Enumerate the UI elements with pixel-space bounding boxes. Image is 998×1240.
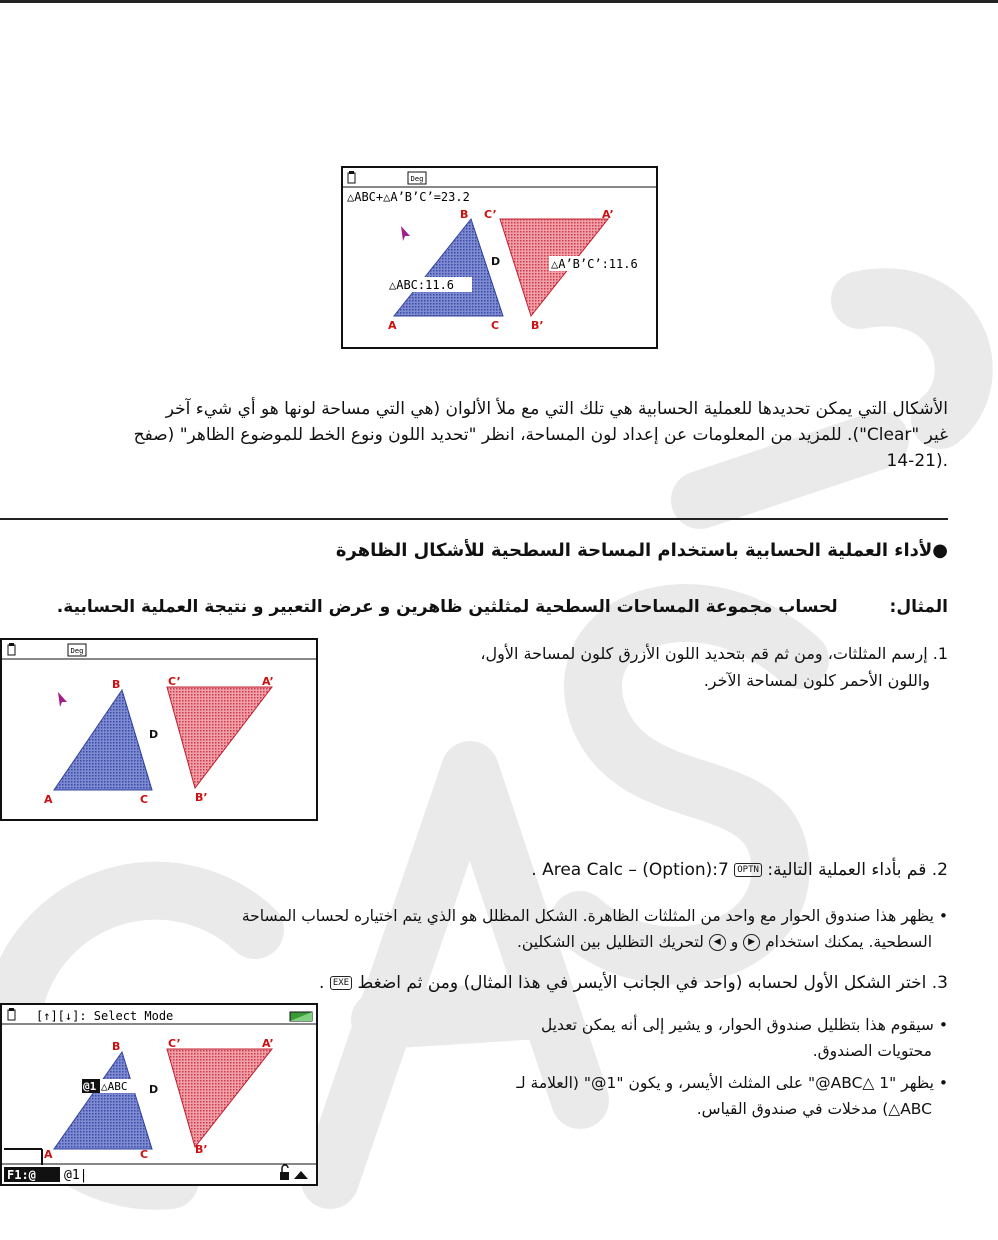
step-3: 3. اختر الشكل الأول لحسابه (واحد في الجانب الأيسر في هذا المثال) ومن ثم اضغط EXE . <box>319 973 948 993</box>
memory-icon <box>8 643 15 655</box>
step-2-bullet-text-1: يظهر هذا صندوق الحوار مع واحد من المثلثات الظاهرة. الشكل المظلل هو الذي يتم اختياره لحساب المساحة <box>241 907 934 925</box>
battery-icon <box>290 1012 312 1021</box>
intro-line-3: .(14-21 <box>886 451 948 471</box>
bullet-icon: • <box>933 1074 948 1092</box>
point-d: D <box>491 255 501 268</box>
heading-text: لأداء العملية الحسابية باستخدام المساحة السطحية للأشكال الظاهرة <box>335 540 933 561</box>
point-a2: A’ <box>602 208 614 221</box>
step-3-bullet-1-line-2: محتويات الصندوق. <box>812 1042 932 1060</box>
screen-3 <box>0 1003 318 1186</box>
step-2-bullet-text-2c: لتحريك التظليل بين الشكلين. <box>516 933 704 951</box>
section-heading <box>0 540 948 561</box>
step-2-bullet-line-1 <box>0 903 948 929</box>
step-1 <box>330 640 948 694</box>
point-a: A <box>388 319 397 332</box>
right-arrow-key-icon: ▶ <box>743 934 760 951</box>
step-2: 2. قم بأداء العملية التالية: OPTN 7:Area Calc – (Option) . <box>531 860 948 880</box>
exe-key-icon: EXE <box>330 976 352 990</box>
point-c: C <box>140 1148 149 1161</box>
triangle-a2b2c2 <box>167 1049 272 1147</box>
step-1-line-2: واللون الأحمر كلون لمساحة الآخر. <box>703 671 930 690</box>
step-2-bullet-text-2a: السطحية. يمكنك استخدام <box>765 933 932 951</box>
example-line <box>0 597 948 617</box>
step-2-prefix: 2. قم بأداء العملية التالية: <box>767 860 948 880</box>
step-3-bullet-2-text: يظهر "ABC△ 1@" على المثلث الأيسر، و يكون "1@" (العلامة لـ <box>516 1074 934 1092</box>
step-3-bullet-2-line-2: ABC△) مدخلات في صندوق القياس. <box>696 1100 932 1118</box>
step-3-text: 3. اختر الشكل الأول لحسابه (واحد في الجانب الأيسر في هذا المثال) ومن ثم اضغط <box>357 973 948 993</box>
point-b: B <box>112 1040 121 1053</box>
measure-input[interactable]: @1| <box>64 1168 88 1183</box>
sum-expression: △ABC+△A’B’C’=23.2 <box>347 190 470 204</box>
point-d: D <box>149 1083 159 1096</box>
point-c2: C’ <box>168 1037 181 1050</box>
cursor-arrow-icon <box>58 692 67 707</box>
triangle-abc <box>54 690 152 790</box>
intro-line-2: غير "Clear"). للمزيد من المعلومات عن إعداد لون المساحة، انظر "تحديد اللون ونوع الخط للموضوع الظاهر" (صفح <box>133 425 948 445</box>
step-3-bullet-1-text: سيقوم هذا بتظليل صندوق الحوار، و يشير إلى أنه يمكن تعديل <box>541 1016 934 1034</box>
cursor-arrow-icon <box>401 226 410 241</box>
triangle-abc <box>54 1052 152 1149</box>
abc-area-label: △ABC:11.6 <box>389 278 455 292</box>
memory-icon <box>348 171 355 183</box>
intro-paragraph <box>0 396 948 474</box>
point-a: A <box>44 1148 53 1161</box>
unlock-icon <box>280 1165 289 1180</box>
point-c2: C’ <box>168 675 181 688</box>
example-text: لحساب مجموعة المساحات السطحية لمثلثين ظاهرين و عرض التعبير و نتيجة العملية الحسابية. <box>56 597 838 617</box>
select-mode-text: [↑][↓]: Select Mode <box>36 1009 174 1023</box>
step-1-line-1: 1. إرسم المثلثات، ومن ثم قم بتحديد اللون الأزرق كلون لمساحة الأول، <box>480 644 948 663</box>
step-3-bullet-1-line-1 <box>330 1012 948 1038</box>
point-b: B <box>460 208 469 221</box>
point-a2: A’ <box>262 675 274 688</box>
intro-line-1: الأشكال التي يمكن تحديدها للعملية الحسابية هي تلك التي مع ملأ الألوان (هي التي مساحة لونها هو أي شيء آخر <box>165 399 948 419</box>
step-3-bullet-2-line-1 <box>330 1070 948 1096</box>
memory-icon <box>8 1008 15 1020</box>
tag-at1: @1 <box>83 1080 97 1093</box>
triangle-abc <box>394 219 503 316</box>
tag-label: △ABC <box>101 1080 128 1093</box>
deg-text: Deg <box>410 175 424 183</box>
left-arrow-key-icon: ◀ <box>709 934 726 951</box>
optn-key-icon: OPTN <box>734 863 762 877</box>
step-2-bullet-line-2 <box>0 929 948 955</box>
step-2-bullet-text-2b: و <box>730 933 739 951</box>
point-d: D <box>149 728 159 741</box>
top-rule <box>0 0 998 3</box>
step-2-bullet <box>0 903 948 955</box>
bullet-icon: • <box>933 907 948 925</box>
heading-bullet-icon: ● <box>932 540 948 561</box>
point-c: C <box>140 793 149 806</box>
point-a2: A’ <box>262 1037 274 1050</box>
example-label: المثال: <box>889 597 948 617</box>
point-b2: B’ <box>195 1143 208 1156</box>
point-a: A <box>44 793 53 806</box>
screen-2 <box>0 638 318 821</box>
scroll-up-icon <box>294 1171 308 1179</box>
point-b2: B’ <box>531 319 544 332</box>
screen-1 <box>341 166 658 349</box>
point-c2: C’ <box>484 208 497 221</box>
point-c: C <box>491 319 500 332</box>
f1-softkey-label: F1:@ <box>7 1168 36 1182</box>
bullet-icon: • <box>933 1016 948 1034</box>
point-b: B <box>112 678 121 691</box>
point-b2: B’ <box>195 791 208 804</box>
deg-text: Deg <box>70 647 84 655</box>
step-3-bullets <box>330 1012 948 1122</box>
step-2-command: 7:Area Calc – (Option) <box>542 860 729 880</box>
triangle-a2b2c2 <box>167 687 272 788</box>
section-divider <box>0 518 948 520</box>
a2b2c2-area-label: △A’B’C’:11.6 <box>551 257 638 271</box>
